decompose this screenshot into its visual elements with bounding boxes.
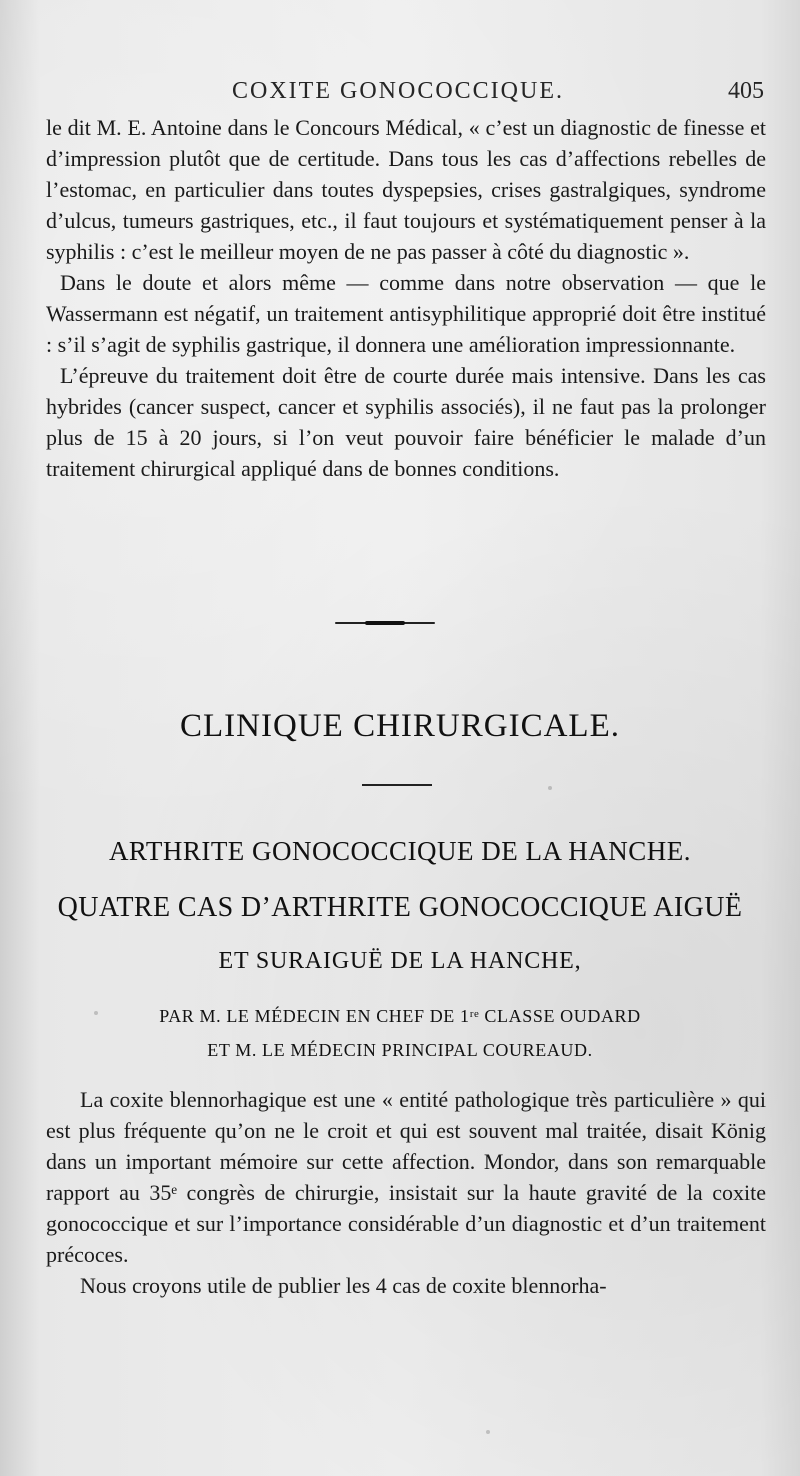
paragraph-1: le dit M. E. Antoine dans le Concours Médical, « c’est un diagnostic de finesse et d’impression plutôt que de certitude. Dans tous les cas d’affections rebelles de l’estomac, en particulier dans toutes dyspepsies, crises gastralgiques, syndrome d’ulcus, tumeurs gastriques, etc., il faut toujours et systématiquement penser à la syphilis : c’est le meilleur moyen de ne pas passer à côté du diagnostic ».	[46, 115, 766, 264]
author-line-2: ET M. LE MÉDECIN PRINCIPAL COUREAUD.	[207, 1040, 593, 1060]
page-number: 405	[728, 78, 764, 104]
paragraph-4: La coxite blennorhagique est une « entité pathologique très particulière » qui est plus fréquente qu’on ne le croit et qui est souvent mal traitée, disait König dans un important mémoire sur cette affection. Mondor, dans son remarquable rapport au 35ᵉ congrès de chirurgie, insistait sur la haute gravité de la coxite gonococcique et sur l’importance considérable d’un diagnostic et d’un traitement précoces.	[46, 1087, 766, 1267]
article-title-3: ET SURAIGUË DE LA HANCHE,	[218, 948, 582, 974]
article-title-2: QUATRE CAS D’ARTHRITE GONOCOCCIQUE AIGUË	[57, 892, 743, 923]
article-title-1: ARTHRITE GONOCOCCIQUE DE LA HANCHE.	[108, 836, 692, 866]
author-line-1: PAR M. LE MÉDECIN EN CHEF DE 1ʳᵉ CLASSE OUDARD	[159, 1006, 641, 1026]
paragraph-3: L’épreuve du traitement doit être de courte durée mais intensive. Dans les cas hybrides (cancer suspect, cancer et syphilis associés), il ne faut pas la prolonger plus de 15 à 20 jours, si l’on veut pouvoir faire bénéficier le malade d’un traitement chirurgical appliqué dans de bonnes conditions.	[46, 363, 766, 481]
section-1	[46, 112, 766, 484]
running-head	[0, 78, 800, 108]
running-title: COXITE GONOCOCCIQUE.	[232, 78, 564, 104]
section-divider	[335, 622, 435, 624]
scan-dot	[94, 1011, 98, 1015]
section-2	[46, 1084, 766, 1301]
scan-dot	[486, 1430, 490, 1434]
paragraph-2: Dans le doute et alors même — comme dans notre observation — que le Wassermann est négatif, un traitement antisyphilitique approprié doit être institué : s’il s’agit de syphilis gastrique, il donnera une amélioration impressionnante.	[46, 270, 766, 357]
heading-divider	[362, 784, 432, 786]
scan-dot	[548, 786, 552, 790]
section-heading: CLINIQUE CHIRURGICALE.	[180, 708, 620, 744]
paragraph-5: Nous croyons utile de publier les 4 cas de coxite blennorha-	[80, 1273, 607, 1298]
